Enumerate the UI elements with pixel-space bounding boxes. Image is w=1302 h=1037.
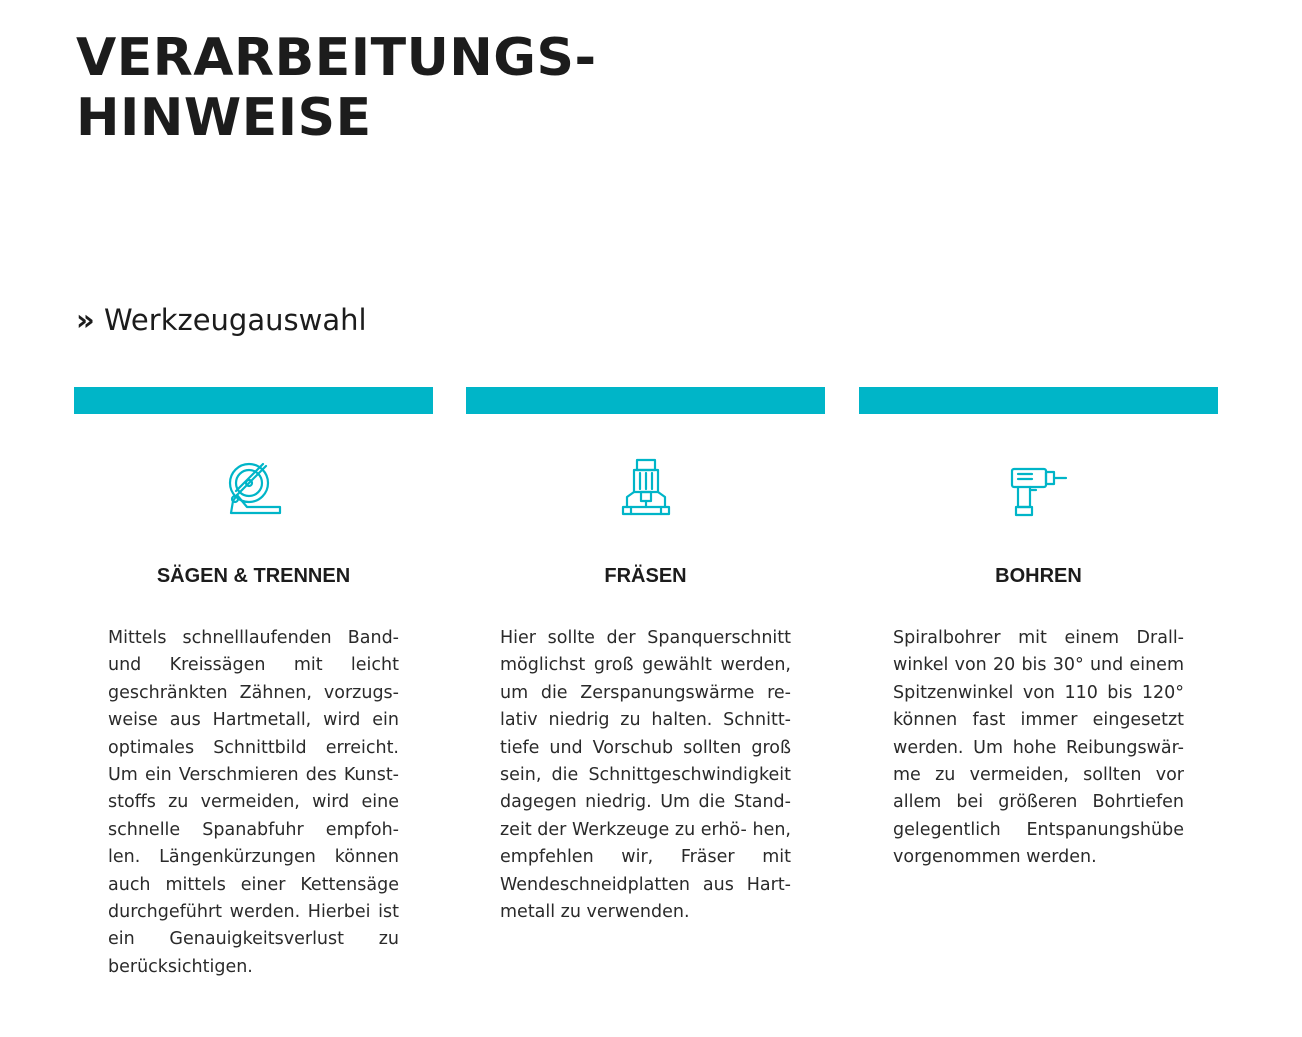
- page-title-line-1: VERARBEITUNGS-: [76, 28, 597, 88]
- column-heading: FRÄSEN: [604, 565, 687, 587]
- section-marker: »: [76, 303, 95, 337]
- accent-bar: [74, 387, 433, 414]
- saw-icon: [223, 457, 285, 519]
- section-heading-text: Werkzeugauswahl: [103, 303, 367, 337]
- column-bohren: [859, 387, 1218, 868]
- accent-bar: [466, 387, 825, 414]
- page-title: [76, 28, 597, 148]
- page-title-line-2: HINWEISE: [76, 88, 372, 148]
- column-heading: SÄGEN & TRENNEN: [156, 565, 351, 587]
- column-text: Hier sollte der Spanquerschnitt möglichst groß gewählt werden, um die Zerspanungswärme re- lativ niedrig zu halten. Schnitt- tiefe und Vorschub sollten groß sein, die Schnittgeschwindigkeit dagegen niedrig. Um die Stand- zeit der Werkzeuge zu erhö- hen, empfehlen wir, Fräser mit Wendeschneidplatten aus Hart- metall zu verwenden.: [500, 628, 791, 923]
- drill-icon: [1008, 457, 1070, 519]
- milling-icon: [615, 457, 677, 519]
- column-heading: BOHREN: [995, 565, 1082, 587]
- section-heading: [76, 300, 367, 340]
- accent-bar: [859, 387, 1218, 414]
- column-fraesen: [466, 387, 825, 923]
- column-saegen: [74, 387, 433, 977]
- column-text: Spiralbohrer mit einem Drall- winkel von 20 bis 30° und einem Spitzenwinkel von 110 bis 120° können fast immer eingesetzt werden. Um hohe Reibungswär- me zu vermeiden, sollten vor allem bei größeren Bohrtiefen gelegentlich Entspanungshübe vorgenommen werden.: [893, 628, 1184, 868]
- column-text: Mittels schnelllaufenden Band- und Kreissägen mit leicht geschränkten Zähnen, vorzugs- weise aus Hartmetall, wird ein optimales Schnittbild erreicht. Um ein Verschmieren des Kunst- stoffs zu vermeiden, wird eine schnelle Spanabfuhr empfoh- len. Längenkürzungen können auch mittels einer Kettensäge durchgeführt werden. Hierbei ist ein Genauigkeitsverlust zu berücksichtigen.: [108, 628, 399, 977]
